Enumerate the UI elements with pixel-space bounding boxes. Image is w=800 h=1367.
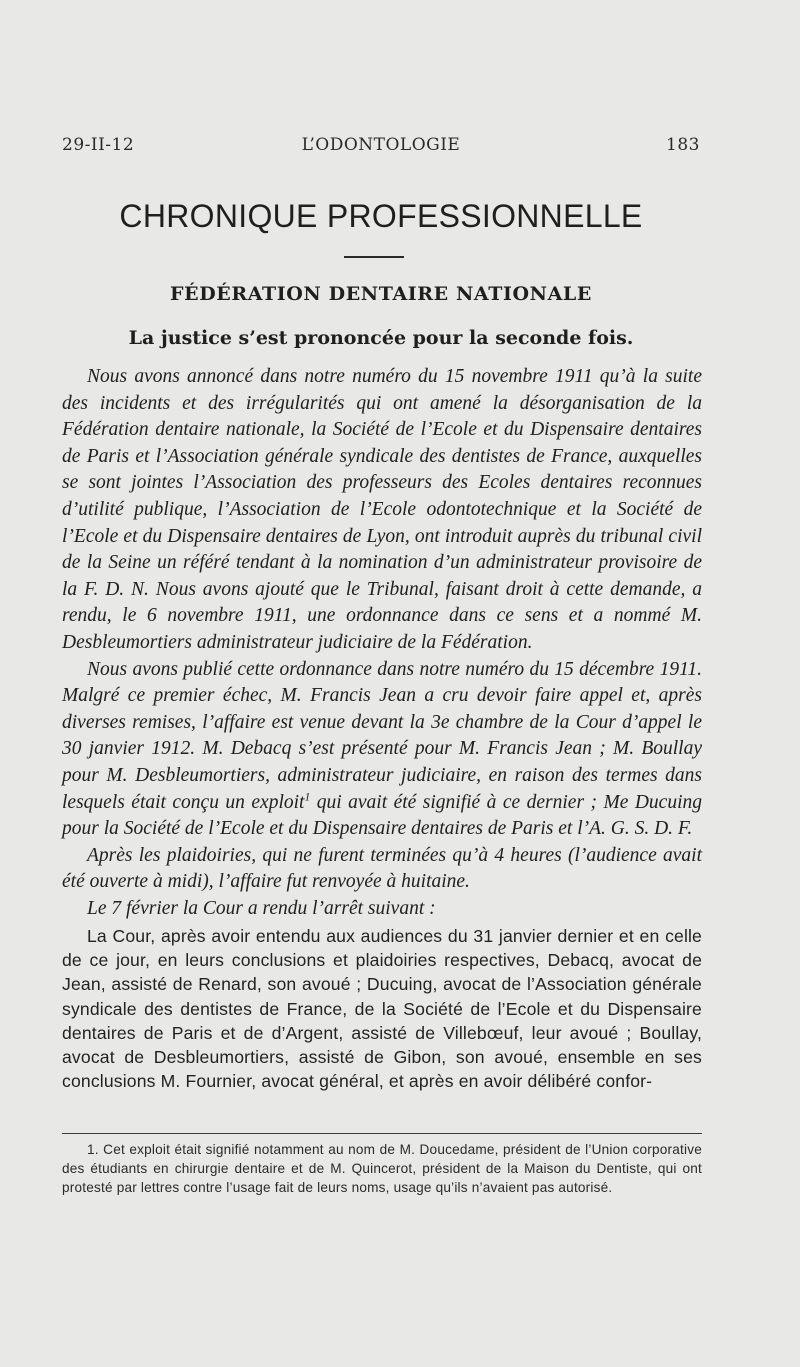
footnote <box>62 1140 702 1198</box>
article-heading: FÉDÉRATION DENTAIRE NATIONALE <box>170 283 592 305</box>
title-divider <box>344 256 404 258</box>
footnote-divider <box>62 1133 702 1134</box>
ruling-paragraph: La Cour, après avoir entendu aux audiences du 31 janvier dernier et en celle de ce jour, en leurs conclusions et plaidoiries respectives, Debacq, avocat de Jean, assisté de Renard, son avoué ; Ducuing, avocat de l’Association générale syndicale des dentistes de France, de la Société de l’Ecole et du Dispensaire dentaires de Paris et de d’Argent, assisté de Villebœuf, leur avoué ; Boullay, avocat de Desbleumortiers, assisté de Gibon, son avoué, ensemble en ses conclusions M. Fournier, avocat général, et après en avoir délibéré confor- <box>62 926 702 1092</box>
article-subheading: La justice s’est prononcée pour la seconde fois. <box>128 327 634 349</box>
italic-paragraph-2-text: Nous avons publié cette ordonnance dans notre numéro du 15 décembre 1911. Malgré ce premier échec, M. Francis Jean a cru devoir faire appel et, après diverses remises, l’affaire est venue devant la 3e chambre de la Cour d’appel le 30 janvier 1912. M. Debacq s’est présenté pour M. Francis Jean ; M. Boullay pour M. Desbleumortiers, administrateur judiciaire, en raison des termes dans lesquels était conçu un exploit <box>62 658 702 813</box>
italic-paragraph-4: Le 7 février la Cour a rendu l’arrêt suivant : <box>87 897 436 919</box>
footnote-reference: 1 <box>304 790 311 803</box>
court-ruling-text <box>62 924 702 1093</box>
footnote-text: 1. Cet exploit était signifié notamment au nom de M. Doucedame, président de l’Union corporative des étudiants en chirurgie dentaire et de M. Quincerot, président de la Maison du Dentiste, qui ont protesté par lettres contre l’usage fait de leurs noms, usage qu’ils n’avaient pas autorisé. <box>62 1142 702 1196</box>
running-head <box>62 135 700 157</box>
page-number: 183 <box>666 135 700 155</box>
italic-paragraph-3: Après les plaidoiries, qui ne furent terminées qu’à 4 heures (l’audience avait été ouverte à midi), l’affaire fut renvoyée à huitaine. <box>62 844 702 893</box>
italic-paragraph-1: Nous avons annoncé dans notre numéro du 15 novembre 1911 qu’à la suite des incidents et des irrégularités qui ont amené la désorganisation de la Fédération dentaire nationale, la Société de l’Ecole et du Dispensaire dentaires de Paris et l’Association générale syndicale des dentistes de France, auxquelles se sont jointes l’Association des professeurs des Ecoles dentaires reconnues d’utilité publique, l’Association de l’Ecole odontotechnique et la Société de l’Ecole et du Dispensaire dentaires de Lyon, ont introduit auprès du tribunal civil de la Seine un référé tendant à la nomination d’un administrateur provisoire de la F. D. N. Nous avons ajouté que le Tribunal, faisant droit à cette demande, a rendu, le 6 novembre 1911, une ordonnance dans ce sens et a nommé M. Desbleumortiers administrateur judiciaire de la Fédération. <box>62 366 702 653</box>
section-title: CHRONIQUE PROFESSIONNELLE <box>119 198 643 234</box>
italic-paragraph-2-continuation: qui avait été signifié à ce dernier ; Me Ducuing pour la Société de l’Ecole et du Dispensaire dentaires de Paris et l’A. G. S. D. F. <box>62 791 702 840</box>
header-date: 29-II-12 <box>62 135 135 155</box>
italic-introduction <box>62 364 702 922</box>
journal-title: L’ODONTOLOGIE <box>301 135 461 155</box>
italic-paragraph-2 <box>62 657 702 843</box>
